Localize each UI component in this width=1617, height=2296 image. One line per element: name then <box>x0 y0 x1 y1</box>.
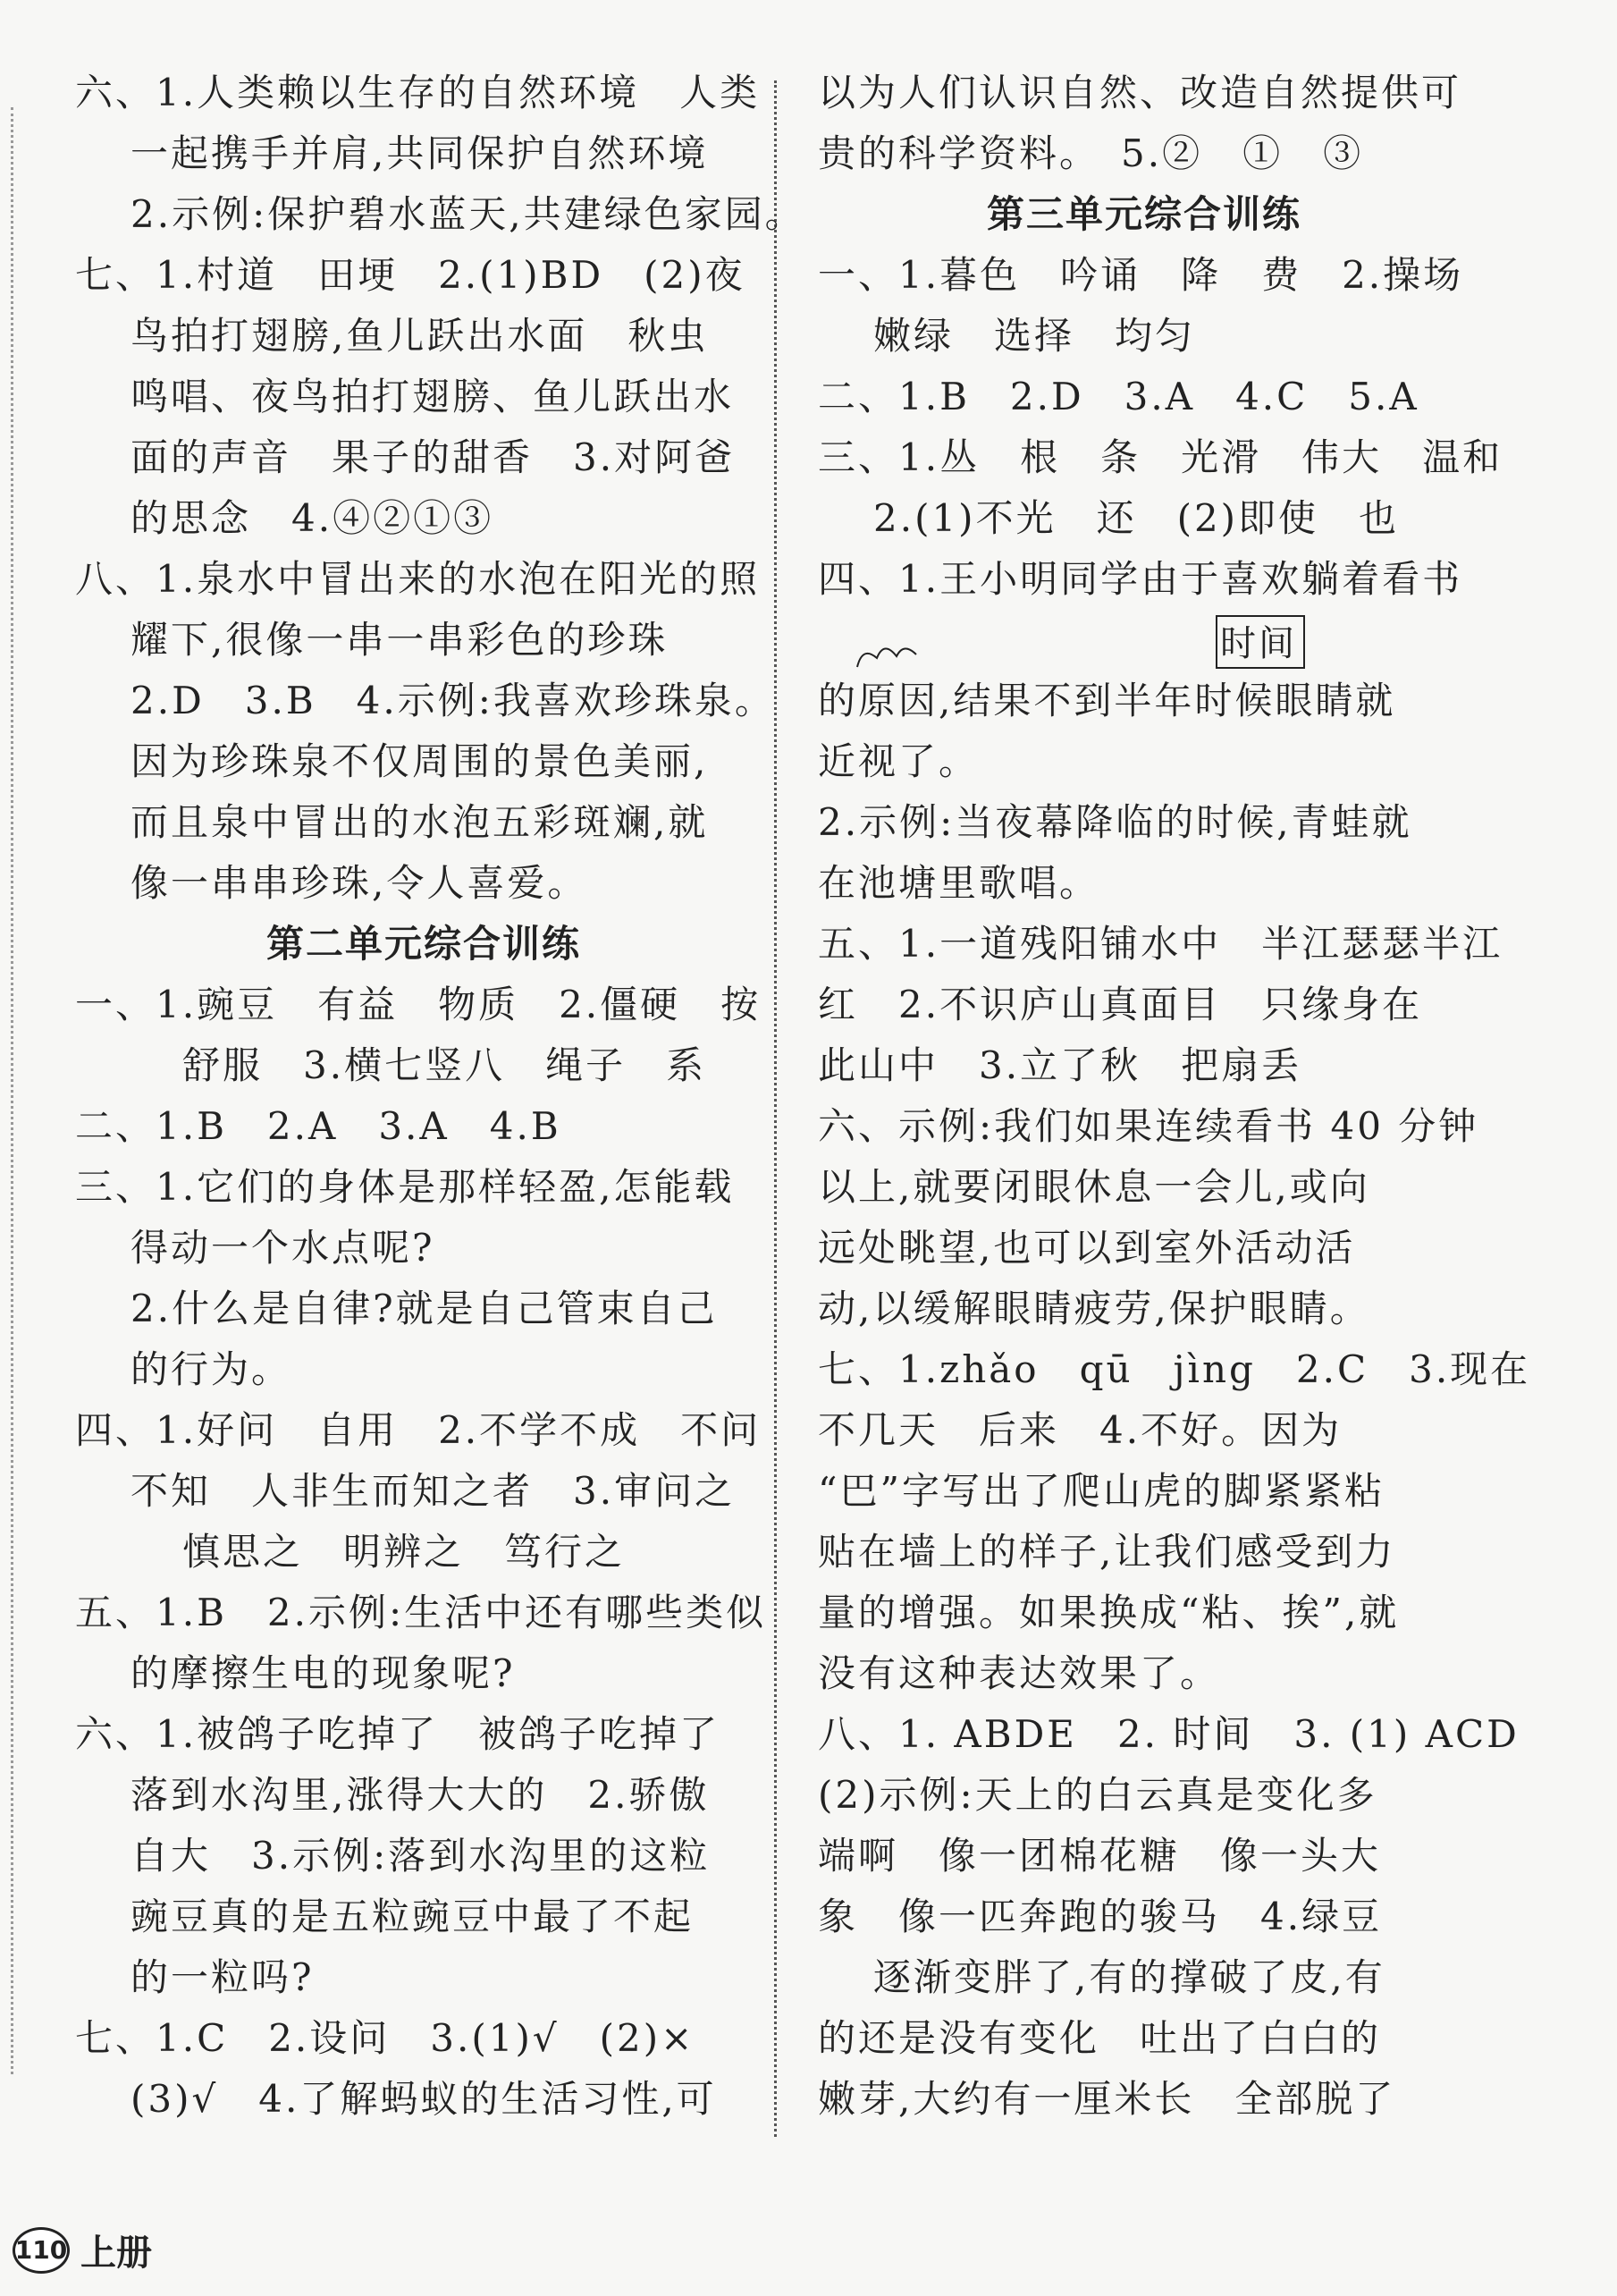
margin-dots <box>11 107 13 2074</box>
answer-line: 此山中 3.立了秋 把扇丢 <box>818 1043 1302 1087</box>
answer-line: 以上,就要闭眼休息一会儿,或向 <box>818 1165 1370 1209</box>
answer-line: 端啊 像一团棉花糖 像一头大 <box>818 1834 1382 1878</box>
answer-line: 七、1.村道 田埂 2.(1)BD (2)夜 <box>75 253 745 297</box>
answer-line: 落到水沟里,涨得大大的 2.骄傲 <box>131 1773 710 1817</box>
answer-line: 红 2.不识庐山真面目 只缘身在 <box>818 983 1423 1026</box>
answer-line: 一、1.豌豆 有益 物质 2.僵硬 按 <box>75 983 762 1026</box>
answer-line: 一、1.暮色 吟诵 降 费 2.操场 <box>818 253 1464 297</box>
answer-line: (2)示例:天上的白云真是变化多 <box>818 1773 1377 1817</box>
answer-line: 的还是没有变化 吐出了白白的 <box>818 2016 1382 2060</box>
answer-line: 二、1.B 2.A 3.A 4.B <box>75 1104 561 1148</box>
answer-line: 七、1.zhǎo qū jìng 2.C 3.现在 <box>818 1347 1531 1391</box>
answer-line: 的一粒吗? <box>131 1955 315 1999</box>
answer-line: 舒服 3.横七竖八 绳子 系 <box>182 1043 707 1087</box>
answer-line: 2.什么是自律?就是自己管束自己 <box>131 1287 718 1330</box>
answer-line: 量的增强。如果换成“粘、挨”,就 <box>818 1591 1400 1634</box>
answer-line: 鸣唱、夜鸟拍打翅膀、鱼儿跃出水 <box>131 375 735 418</box>
answer-line: 嫩绿 选择 均匀 <box>873 314 1196 358</box>
answer-line: 六、示例:我们如果连续看书 40 分钟 <box>818 1104 1479 1148</box>
answer-line: 贴在墙上的样子,让我们感受到力 <box>818 1530 1396 1574</box>
answer-line: 象 像一匹奔跑的骏马 4.绿豆 <box>818 1895 1383 1938</box>
answer-line: 六、1.被鸽子吃掉了 被鸽子吃掉了 <box>75 1712 720 1756</box>
answer-line: 不知 人非生而知之者 3.审问之 <box>131 1469 736 1513</box>
answer-line: 五、1.一道残阳铺水中 半江瑟瑟半江 <box>818 922 1503 966</box>
answer-line: 的行为。 <box>131 1347 292 1391</box>
answer-line: (3)√ 4.了解蚂蚁的生活习性,可 <box>131 2077 717 2121</box>
answer-line: 二、1.B 2.D 3.A 4.C 5.A <box>818 375 1419 418</box>
answer-line: 鸟拍打翅膀,鱼儿跃出水面 秋虫 <box>131 314 709 358</box>
answer-line: 豌豆真的是五粒豌豆中最了不起 <box>131 1895 695 1938</box>
answer-line: “巴”字写出了爬山虎的脚紧紧粘 <box>818 1469 1385 1513</box>
answer-line: 动,以缓解眼睛疲劳,保护眼睛。 <box>818 1287 1370 1330</box>
answer-line: 六、1.人类赖以生存的自然环境 人类 <box>75 71 761 114</box>
column-divider <box>774 80 777 2137</box>
answer-line: 八、1.泉水中冒出来的水泡在阳光的照 <box>75 557 761 601</box>
answer-line: 以为人们认识自然、改造自然提供可 <box>818 71 1462 114</box>
answer-line: 2.示例:保护碧水蓝天,共建绿色家园。 <box>131 192 805 236</box>
answer-line: 一起携手并肩,共同保护自然环境 <box>131 131 709 175</box>
answer-line: 的原因,结果不到半年时候眼睛就 <box>818 679 1396 722</box>
answer-line: 四、1.王小明同学由于喜欢躺着看书 <box>818 557 1463 601</box>
answer-line: 四、1.好问 自用 2.不学不成 不问 <box>75 1408 762 1452</box>
answer-line: 像一串串珍珠,令人喜爱。 <box>131 861 588 905</box>
answer-line: 八、1. ABDE 2. 时间 3. (1) ACD <box>818 1712 1520 1756</box>
answer-line: 远处眺望,也可以到室外活动活 <box>818 1226 1356 1270</box>
section-heading: 第三单元综合训练 <box>986 192 1301 236</box>
volume-label: 上册 <box>80 2233 152 2274</box>
correction-box <box>1216 615 1305 669</box>
page-footer <box>13 2224 152 2275</box>
answer-line: 不几天 后来 4.不好。因为 <box>818 1408 1343 1452</box>
deletion-mark-icon <box>854 637 961 672</box>
answer-line: 三、1.它们的身体是那样轻盈,怎能载 <box>75 1165 735 1209</box>
answer-line: 2.D 3.B 4.示例:我喜欢珍珠泉。 <box>131 679 775 722</box>
answer-line: 五、1.B 2.示例:生活中还有哪些类似 <box>75 1591 767 1634</box>
answer-line: 面的声音 果子的甜香 3.对阿爸 <box>131 435 736 479</box>
answer-line: 耀下,很像一串一串彩色的珍珠 <box>131 618 669 662</box>
answer-line: 贵的科学资料。 5.② ① ③ <box>818 131 1364 175</box>
correction-mark-line <box>818 610 1470 671</box>
answer-line: 逐渐变胖了,有的撑破了皮,有 <box>873 1955 1385 1999</box>
answer-line: 没有这种表达效果了。 <box>818 1651 1221 1695</box>
answer-line: 而且泉中冒出的水泡五彩斑斓,就 <box>131 800 709 844</box>
answer-line: 近视了。 <box>818 739 980 783</box>
answer-line: 三、1.丛 根 条 光滑 伟大 温和 <box>818 435 1503 479</box>
answer-line: 2.(1)不光 还 (2)即使 也 <box>873 496 1400 540</box>
section-heading: 第二单元综合训练 <box>265 922 581 966</box>
answer-line: 因为珍珠泉不仅周围的景色美丽, <box>131 739 709 783</box>
answer-line: 自大 3.示例:落到水沟里的这粒 <box>131 1834 711 1878</box>
answer-line: 2.示例:当夜幕降临的时候,青蛙就 <box>818 800 1412 844</box>
answer-line: 的思念 4.④②①③ <box>131 496 494 540</box>
answer-line: 的摩擦生电的现象呢? <box>131 1651 516 1695</box>
correction-word: 时间 <box>1220 623 1297 664</box>
answer-line: 慎思之 明辨之 笃行之 <box>182 1530 626 1574</box>
answer-line: 七、1.C 2.设问 3.(1)√ (2)× <box>75 2016 695 2060</box>
right-column <box>818 63 1531 2130</box>
page-number: 110 <box>13 2227 70 2274</box>
left-column <box>75 63 805 2130</box>
answer-line: 得动一个水点呢? <box>131 1226 435 1270</box>
answer-line: 嫩芽,大约有一厘米长 全部脱了 <box>818 2077 1396 2121</box>
answer-line: 在池塘里歌唱。 <box>818 861 1100 905</box>
